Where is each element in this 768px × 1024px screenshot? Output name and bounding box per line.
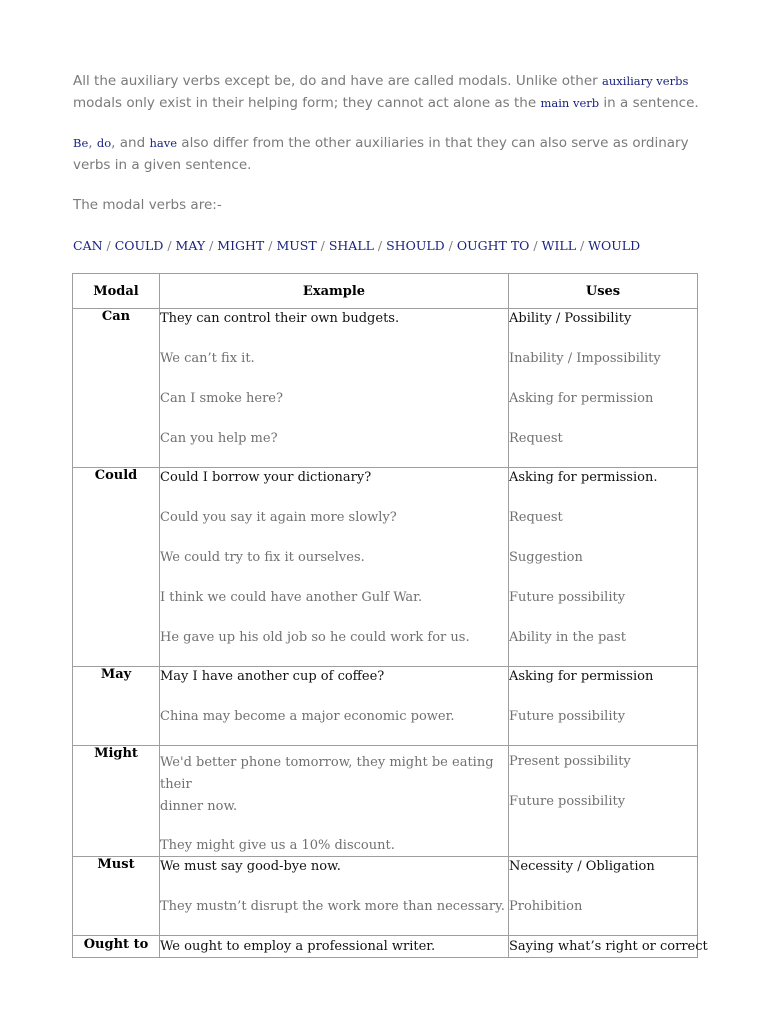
example-text: We can’t fix it.	[160, 351, 255, 366]
uses-cell	[509, 746, 698, 857]
use-text: Prohibition	[509, 899, 583, 914]
list-separator: /	[205, 238, 218, 253]
use-text: Future possibility	[509, 709, 626, 724]
header-modal: Modal	[73, 274, 160, 309]
example-text: They mustn’t disrupt the work more than necessary.	[160, 899, 505, 914]
modal-name: May	[73, 667, 160, 746]
modal-link-should[interactable]: SHOULD	[386, 238, 445, 253]
modal-link-ought-to[interactable]: OUGHT TO	[456, 238, 530, 253]
intro-p2-rest: also differ from the other auxiliaries in that they can also serve as ordinary verbs in a given sentence.	[73, 135, 689, 173]
modal-name: Ought to	[73, 936, 160, 958]
example-text: We'd better phone tomorrow, they might be eating their	[160, 755, 494, 792]
modals-table	[72, 273, 708, 958]
list-separator: /	[102, 238, 115, 253]
example-text: He gave up his old job so he could work for us.	[160, 630, 470, 645]
example-text: We could try to fix it ourselves.	[160, 550, 365, 565]
use-text: Future possibility	[509, 590, 626, 605]
modal-name: Must	[73, 857, 160, 936]
example-cell	[160, 936, 509, 958]
modal-verbs-list	[73, 236, 640, 256]
example-text: dinner now.	[160, 799, 238, 814]
intro-p1-text-c: in a sentence.	[599, 95, 699, 111]
modal-link-would[interactable]: WOULD	[588, 238, 641, 253]
header-example: Example	[160, 274, 509, 309]
example-text: We must say good-bye now.	[160, 859, 341, 874]
example-cell	[160, 667, 509, 746]
uses-cell	[509, 667, 698, 746]
example-text: They can control their own budgets.	[160, 311, 400, 326]
main-verb-link[interactable]: main verb	[540, 96, 600, 110]
table-row	[73, 468, 698, 667]
uses-cell	[509, 857, 698, 936]
modal-name: Might	[73, 746, 160, 857]
list-separator: /	[444, 238, 457, 253]
intro-paragraph-1	[73, 70, 703, 114]
use-text: Inability / Impossibility	[509, 351, 661, 366]
table-row	[73, 667, 698, 746]
example-text: Could you say it again more slowly?	[160, 510, 397, 525]
list-separator: /	[529, 238, 542, 253]
modal-link-may[interactable]: MAY	[175, 238, 206, 253]
intro-paragraph-2	[73, 132, 703, 176]
use-text: Request	[509, 431, 563, 446]
uses-cell	[509, 936, 708, 958]
modal-name: Can	[73, 309, 160, 468]
example-text: They might give us a 10% discount.	[160, 838, 395, 853]
use-text: Ability in the past	[509, 630, 626, 645]
use-text: Asking for permission	[509, 391, 654, 406]
example-cell	[160, 468, 509, 667]
modal-link-must[interactable]: MUST	[276, 238, 317, 253]
use-text: Request	[509, 510, 563, 525]
table-row	[73, 936, 698, 958]
use-text: Asking for permission.	[509, 470, 658, 485]
example-text: Can you help me?	[160, 431, 278, 446]
be-link[interactable]: Be	[73, 136, 89, 150]
example-text: May I have another cup of coffee?	[160, 669, 385, 684]
modal-link-will[interactable]: WILL	[541, 238, 576, 253]
intro-p1-text-b: modals only exist in their helping form; they cannot act alone as the	[73, 95, 541, 111]
use-text: Necessity / Obligation	[509, 859, 655, 874]
use-text: Present possibility	[509, 754, 631, 769]
list-separator: /	[163, 238, 176, 253]
uses-cell	[509, 309, 698, 468]
intro-p2-and: , and	[111, 135, 150, 151]
example-text: We ought to employ a professional writer.	[160, 939, 436, 954]
list-separator: /	[316, 238, 329, 253]
modal-name: Could	[73, 468, 160, 667]
list-separator: /	[576, 238, 589, 253]
use-text: Saying what’s right or correct	[509, 939, 708, 954]
uses-cell	[509, 468, 698, 667]
intro-p2-comma: ,	[88, 135, 97, 151]
auxiliary-verbs-link[interactable]: auxiliary verbs	[602, 74, 689, 88]
example-cell	[160, 746, 509, 857]
example-text: China may become a major economic power.	[160, 709, 455, 724]
modal-link-could[interactable]: COULD	[114, 238, 164, 253]
modal-link-can[interactable]: CAN	[73, 238, 103, 253]
table-row	[73, 309, 698, 468]
example-text: Can I smoke here?	[160, 391, 283, 406]
header-uses: Uses	[509, 274, 698, 309]
use-text: Suggestion	[509, 550, 583, 565]
table-row	[73, 857, 698, 936]
table-header-row	[73, 274, 698, 309]
do-link[interactable]: do	[96, 136, 112, 150]
example-text: Could I borrow your dictionary?	[160, 470, 372, 485]
use-text: Asking for permission	[509, 669, 654, 684]
intro-paragraph-3: The modal verbs are:-	[73, 197, 222, 213]
use-text: Ability / Possibility	[509, 311, 632, 326]
modal-link-shall[interactable]: SHALL	[328, 238, 374, 253]
list-separator: /	[264, 238, 277, 253]
have-link[interactable]: have	[149, 136, 178, 150]
example-cell	[160, 857, 509, 936]
modal-link-might[interactable]: MIGHT	[217, 238, 265, 253]
list-separator: /	[373, 238, 387, 253]
use-text: Future possibility	[509, 794, 626, 809]
intro-p1-text-a: All the auxiliary verbs except be, do and have are called modals. Unlike other	[73, 73, 603, 89]
example-text: I think we could have another Gulf War.	[160, 590, 423, 605]
example-cell	[160, 309, 509, 468]
table-row	[73, 746, 698, 857]
